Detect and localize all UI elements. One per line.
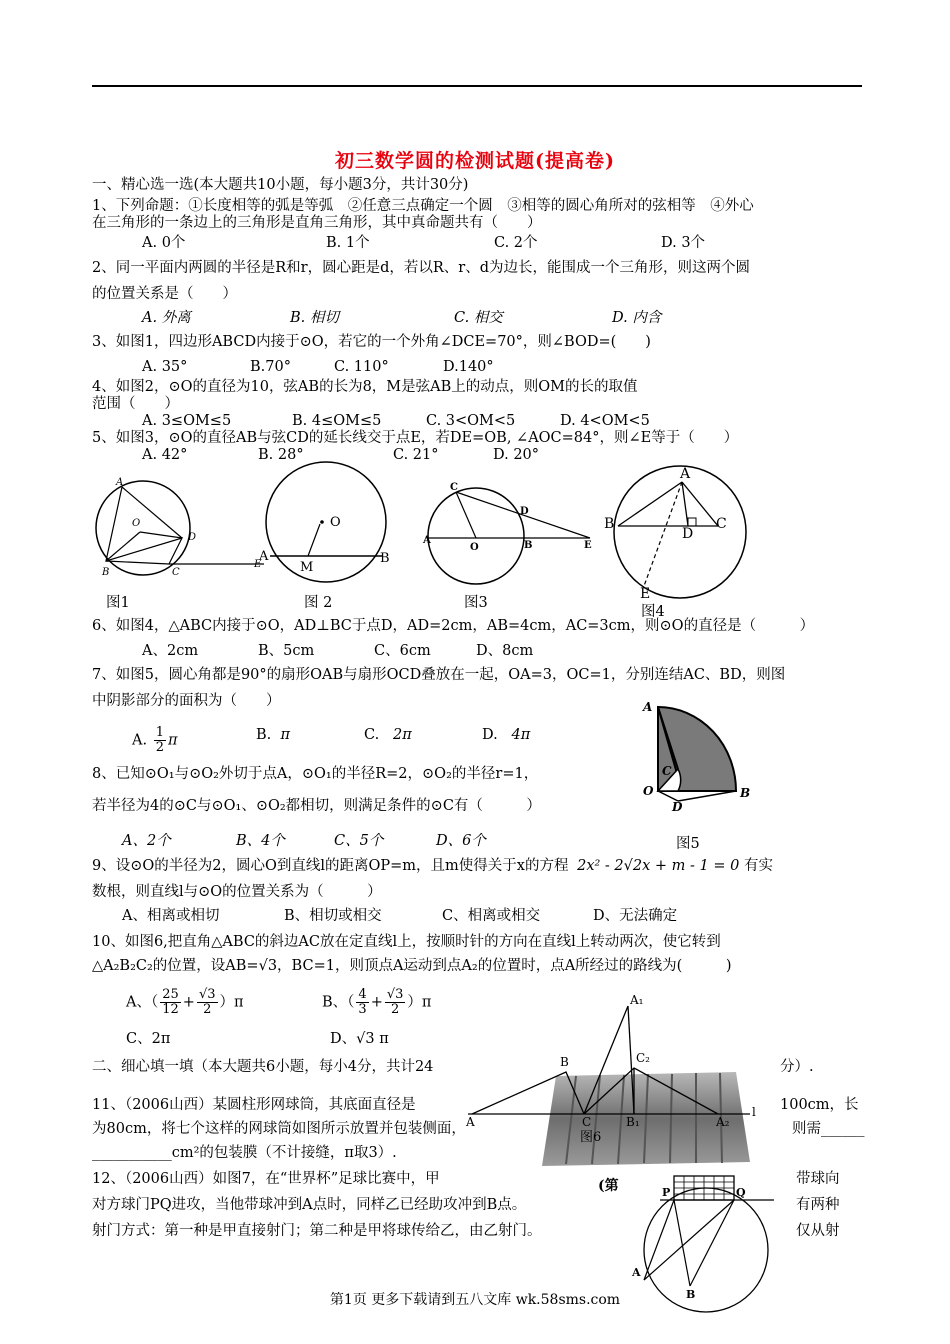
q11-line2-left: 为80cm，将七个这样的网球筒如图所示放置并包装侧面，	[92, 1121, 466, 1137]
fig6-label-c2: C₂	[636, 1051, 650, 1065]
q1-line1: 1、下列命题：①长度相等的弧是等弧 ②任意三点确定一个圆 ③相等的圆心角所对的弦相等 ④外心	[92, 198, 754, 214]
fig2-caption: 图 2	[304, 595, 333, 611]
fig6-label-b: B	[560, 1055, 569, 1069]
fig3-label-d: D	[520, 506, 529, 517]
q1-option-b: B. 1个	[326, 235, 370, 251]
fig7-label-q: Q	[736, 1186, 746, 1199]
fig4-label-a: A	[680, 466, 691, 482]
page-footer: 第1页 更多下载请到五八文库 wk.58sms.com	[329, 1292, 621, 1308]
fig5-caption: 图5	[676, 836, 700, 852]
q9-line1-text: 9、设⊙O的半径为2，圆心O到直线l的距离OP=m，且m使得关于x的方程	[92, 858, 569, 874]
figure-1	[88, 466, 273, 584]
fig7-label-a: A	[632, 1266, 641, 1279]
fig4-label-c: C	[716, 516, 727, 532]
q12-line2-right: 有两种	[796, 1197, 840, 1213]
figure-3	[420, 476, 600, 588]
q7-option-d: D. 4π	[482, 727, 531, 743]
q10-option-a: A、（ $\frac{25}{12}$ + $\frac{√3}{2}$ ）π	[126, 987, 244, 1017]
q4-option-d: D. 4<OM<5	[560, 413, 650, 429]
fig6-label-a: A	[466, 1115, 475, 1129]
q9-equation: 2x² - 2√2x + m - 1 = 0	[577, 858, 740, 874]
q9-option-b: B、相切或相交	[284, 908, 382, 924]
q2-option-c: C. 相交	[454, 310, 503, 326]
q2-line2: 的位置关系是（ ）	[92, 286, 237, 302]
fig1-label-b: B	[102, 567, 110, 578]
q9-option-c: C、相离或相交	[442, 908, 541, 924]
q1-option-a: A. 0个	[142, 235, 186, 251]
q8-option-d: D、6个	[436, 833, 486, 849]
fig5-label-o: O	[643, 784, 654, 798]
q10-option-d: D、√3 π	[330, 1031, 389, 1047]
q7-option-a-letter: A.	[132, 732, 148, 749]
section-1-heading: 一、精心选一选(本大题共10小题，每小题3分，共计30分)	[92, 177, 469, 193]
figure-6	[460, 992, 770, 1132]
q10-line2: △A₂B₂C₂的位置，设AB=√3，BC=1，则顶点A运动到点A₂的位置时，点A所经过的路线为( )	[92, 958, 732, 974]
fig5-label-d: D	[672, 800, 683, 814]
q5-option-b: B. 28°	[258, 447, 304, 463]
q3-option-a: A. 35°	[142, 359, 188, 375]
q5-option-d: D. 20°	[493, 447, 540, 463]
fig1-caption: 图1	[106, 595, 130, 611]
header-rule	[92, 85, 862, 87]
q4-line1: 4、如图2，⊙O的直径为10，弦AB的长为8，M是弦AB上的动点，则OM的长的取值	[92, 379, 638, 395]
fig4-caption: 图4	[641, 604, 665, 620]
q2-line1: 2、同一平面内两圆的半径是R和r，圆心距是d，若以R、r、d为边长，能围成一个三角形，则这两个圆	[92, 260, 750, 276]
page-title: 初三数学圆的检测试题(提高卷)	[335, 150, 615, 172]
q6-option-b: B、5cm	[258, 643, 315, 659]
fig1-label-a: A	[116, 477, 124, 488]
q12-line2-left: 对方球门PQ进攻，当他带球冲到A点时，同样乙已经助攻冲到B点。	[92, 1197, 527, 1213]
fig3-label-o: O	[470, 542, 479, 553]
q7-option-a-fraction: $\frac{1}{2}$	[155, 725, 164, 755]
q9-line1	[92, 857, 773, 875]
q11-line2-right: 则需______	[792, 1121, 865, 1137]
figure-2	[256, 462, 406, 574]
fig6-label-b1: B₁	[626, 1115, 640, 1129]
q4-option-c: C. 3<OM<5	[426, 413, 516, 429]
fig6-label-c: C	[582, 1115, 592, 1129]
q7-option-a: A. $\frac{1}{2}$ π	[132, 725, 178, 755]
fig6-label-a2: A₂	[716, 1115, 730, 1129]
q10-option-b: B、（ $\frac{4}{3}$ + $\frac{√3}{2}$ ）π	[322, 987, 432, 1017]
fig6-label-a1: A₁	[630, 993, 644, 1007]
q9-line2: 数根，则直线l与⊙O的位置关系为（ ）	[92, 884, 382, 900]
fig4-label-b: B	[604, 516, 615, 532]
fig2-label-o: O	[330, 515, 341, 530]
q7-line2: 中阴影部分的面积为（ ）	[92, 693, 281, 709]
q7-option-c: C. 2π	[364, 727, 412, 743]
q12-line3-right: 仅从射	[796, 1223, 840, 1239]
fig4-label-e: E	[640, 586, 651, 602]
figure-4	[600, 462, 740, 604]
q3-option-c: C. 110°	[334, 359, 389, 375]
q7-line1: 7、如图5，圆心角都是90°的扇形OAB与扇形OCD叠放在一起，OA=3，OC=1，分别连结AC、BD，则图	[92, 667, 786, 683]
q12-line1-right: 带球向	[796, 1171, 840, 1187]
fig7-caption-fragment: (第	[598, 1178, 619, 1194]
fig1-label-c: C	[172, 567, 180, 578]
q8-line1: 8、已知⊙O₁与⊙O₂外切于点A，⊙O₁的半径R=2，⊙O₂的半径r=1，	[92, 766, 539, 782]
fig5-label-b: B	[740, 786, 751, 800]
q9-option-a: A、相离或相切	[122, 908, 220, 924]
fig3-label-c: C	[450, 482, 458, 493]
q9-line1-end: 有实	[743, 858, 773, 874]
q8-option-b: B、4个	[236, 833, 285, 849]
fig1-label-o: O	[132, 518, 141, 529]
q2-option-b: B. 相切	[290, 310, 339, 326]
fig5-label-c: C	[662, 764, 672, 778]
q1-option-c: C. 2个	[494, 235, 538, 251]
q8-option-a: A、2个	[122, 833, 171, 849]
q12-line3-left: 射门方式：第一种是甲直接射门；第二种是甲将球传给乙，由乙射门。	[92, 1223, 542, 1239]
fig4-label-d: D	[682, 526, 694, 542]
fig2-label-a: A	[259, 549, 269, 564]
fig7-label-p: P	[662, 1186, 671, 1199]
q4-option-a: A. 3≤OM≤5	[142, 413, 232, 429]
q12-line1-left: 12、（2006山西）如图7，在“世界杯”足球比赛中，甲	[92, 1171, 440, 1187]
q10-option-c: C、2π	[126, 1031, 171, 1047]
fig3-label-b: B	[524, 540, 533, 551]
q9-option-d: D、无法确定	[593, 908, 678, 924]
q11-line1-left: 11、（2006山西）某圆柱形网球筒，其底面直径是	[92, 1097, 416, 1113]
q6-option-d: D、8cm	[476, 643, 534, 659]
fig2-label-b: B	[380, 551, 390, 566]
q5-option-a: A. 42°	[142, 447, 188, 463]
section-2-heading-right: 分）.	[780, 1059, 814, 1075]
q11-line1-right: 100cm，长	[780, 1097, 859, 1113]
q2-option-d: D. 内含	[612, 310, 662, 326]
fig2-label-m: M	[300, 560, 314, 575]
figure-7	[598, 1170, 788, 1300]
fig6-caption: 图6	[580, 1130, 602, 1145]
q8-option-c: C、5个	[334, 833, 384, 849]
q6-option-c: C、6cm	[374, 643, 431, 659]
q6-option-a: A、2cm	[142, 643, 199, 659]
q3-option-d: D.140°	[443, 359, 494, 375]
fig5-label-a: A	[643, 700, 653, 714]
figure-5	[640, 697, 760, 815]
fig7-label-b: B	[686, 1288, 696, 1301]
q4-option-b: B. 4≤OM≤5	[292, 413, 382, 429]
section-2-heading-left: 二、细心填一填（本大题共6小题，每小4分，共计24	[92, 1059, 434, 1075]
fig3-label-e: E	[584, 540, 592, 551]
q4-line2: 范围（ ）	[92, 396, 179, 412]
q5-line1: 5、如图3，⊙O的直径AB与弦CD的延长线交于点E，若DE=OB, ∠AOC=84°，则∠E等于（ ）	[92, 430, 739, 446]
q1-option-d: D. 3个	[661, 235, 706, 251]
fig1-label-e: E	[254, 559, 262, 570]
q5-option-c: C. 21°	[393, 447, 439, 463]
q3-option-b: B.70°	[250, 359, 291, 375]
q8-line2: 若半径为4的⊙C与⊙O₁、⊙O₂都相切，则满足条件的⊙C有（ ）	[92, 798, 541, 814]
fig3-caption: 图3	[464, 595, 488, 611]
q1-line2: 在三角形的一条边上的三角形是直角三角形，其中真命题共有（ ）	[92, 215, 542, 231]
q2-option-a: A. 外离	[142, 310, 191, 326]
q7-option-b: B. π	[256, 727, 291, 743]
q10-line1: 10、如图6,把直角△ABC的斜边AC放在定直线l上，按顺时针的方向在直线l上转动两次，使它转到	[92, 934, 721, 950]
fig3-label-a: A	[423, 535, 431, 546]
q6-line1: 6、如图4，△ABC内接于⊙O，AD⊥BC于点D，AD=2cm，AB=4cm，AC=3cm，则⊙O的直径是（ ）	[92, 618, 815, 634]
q3-line1: 3、如图1，四边形ABCD内接于⊙O，若它的一个外角∠DCE=70°，则∠BOD=( )	[92, 334, 651, 350]
q11-line3: ___________cm²的包装膜（不计接缝，π取3）.	[92, 1145, 397, 1161]
fig6-label-l: l	[752, 1105, 756, 1119]
fig1-label-d: D	[188, 532, 197, 543]
